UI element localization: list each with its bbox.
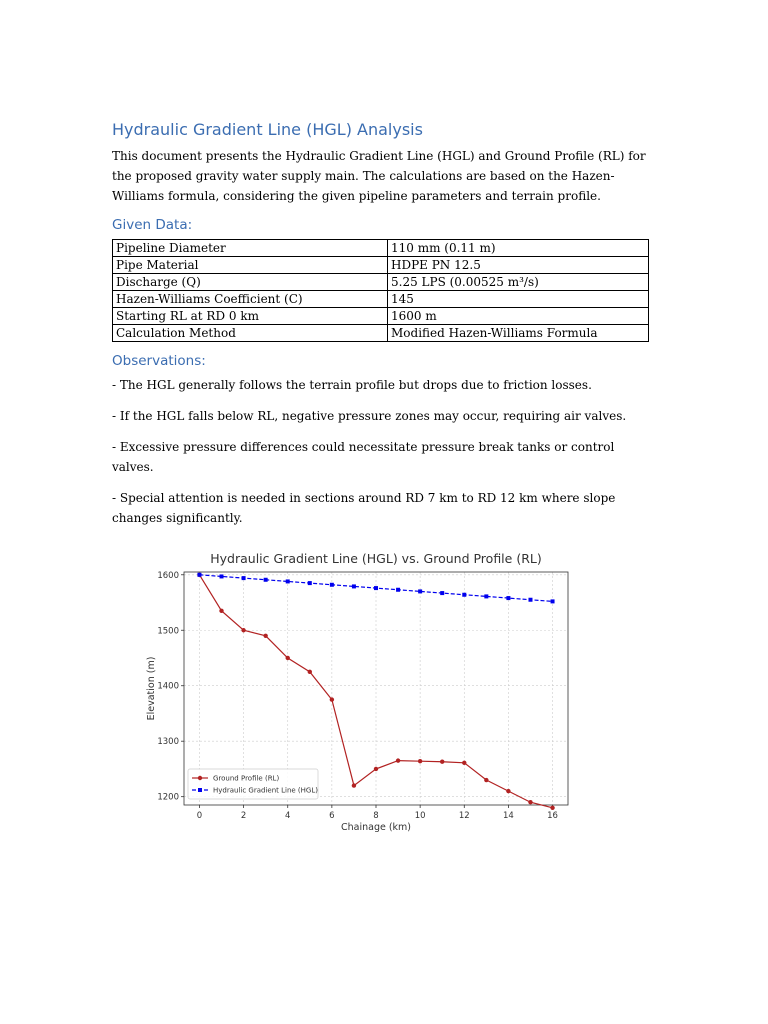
rl-point bbox=[418, 759, 422, 763]
x-tick-label: 2 bbox=[240, 811, 247, 821]
hgl-point bbox=[462, 593, 466, 597]
observation-item: - The HGL generally follows the terrain profile but drops due to friction losses. bbox=[112, 378, 592, 392]
rl-point bbox=[308, 670, 312, 674]
x-tick-label: 6 bbox=[329, 811, 335, 821]
rl-point bbox=[330, 697, 334, 701]
legend-swatch-marker bbox=[198, 788, 202, 792]
x-tick-label: 10 bbox=[414, 811, 426, 821]
value-cell: HDPE PN 12.5 bbox=[388, 257, 649, 274]
rl-point bbox=[550, 806, 554, 810]
given-data-heading: Given Data: bbox=[112, 217, 193, 233]
rl-point bbox=[440, 760, 444, 764]
observation-item: - If the HGL falls below RL, negative pressure zones may occur, requiring air valves. bbox=[112, 409, 627, 423]
hgl-point bbox=[484, 594, 488, 598]
hgl-chart-svg bbox=[140, 543, 580, 838]
hgl-point bbox=[551, 599, 555, 603]
hgl-chart bbox=[140, 543, 580, 838]
parameter-cell: Calculation Method bbox=[113, 325, 388, 342]
x-tick-label: 12 bbox=[458, 811, 470, 821]
y-tick-label: 1400 bbox=[157, 681, 179, 692]
observations-heading: Observations: bbox=[112, 353, 206, 369]
observations-list bbox=[112, 375, 652, 528]
rl-point bbox=[484, 778, 488, 782]
parameter-cell: Pipe Material bbox=[113, 257, 388, 274]
x-tick-label: 0 bbox=[196, 811, 203, 821]
y-tick-label: 1300 bbox=[157, 737, 179, 748]
hgl-point bbox=[352, 584, 356, 588]
x-axis-label: Chainage (km) bbox=[340, 822, 412, 833]
value-cell: 145 bbox=[388, 291, 649, 308]
intro-paragraph: This document presents the Hydraulic Gradient Line (HGL) and Ground Profile (RL) for the proposed gravity water supply main. The calculations are based on the Hazen-Williams formula, considering the given pipeline parameters and terrain profile. bbox=[112, 149, 646, 203]
hgl-point bbox=[197, 573, 201, 577]
hgl-point bbox=[418, 589, 422, 593]
parameter-cell: Discharge (Q) bbox=[113, 274, 388, 291]
hgl-point bbox=[440, 591, 444, 595]
given-data-row bbox=[113, 274, 649, 291]
y-tick-label: 1600 bbox=[157, 570, 179, 581]
hgl-point bbox=[396, 588, 400, 592]
value-cell: 5.25 LPS (0.00525 m³/s) bbox=[388, 274, 649, 291]
hgl-point bbox=[264, 578, 268, 582]
y-tick-label: 1200 bbox=[157, 792, 179, 803]
rl-point bbox=[286, 656, 290, 660]
value-cell: Modified Hazen-Williams Formula bbox=[388, 325, 649, 342]
rl-point bbox=[396, 758, 400, 762]
rl-point bbox=[263, 634, 267, 638]
x-tick-label: 16 bbox=[547, 811, 558, 821]
value-cell: 1600 m bbox=[388, 308, 649, 325]
given-data-row bbox=[113, 240, 649, 257]
x-tick-label: 14 bbox=[502, 811, 514, 821]
parameter-cell: Starting RL at RD 0 km bbox=[113, 308, 388, 325]
observation-item: - Special attention is needed in sections around RD 7 km to RD 12 km where slope changes significantly. bbox=[112, 491, 616, 525]
legend-swatch-marker bbox=[198, 776, 202, 780]
rl-point bbox=[241, 628, 245, 632]
given-data-row bbox=[113, 325, 649, 342]
rl-point bbox=[352, 783, 356, 787]
legend-entry: Ground Profile (RL) bbox=[213, 774, 280, 783]
given-data-row bbox=[113, 308, 649, 325]
rl-point bbox=[219, 609, 223, 613]
x-tick-label: 4 bbox=[285, 811, 291, 821]
legend-box bbox=[188, 769, 318, 799]
y-axis-label: Elevation (m) bbox=[146, 656, 157, 721]
given-data-row bbox=[113, 257, 649, 274]
rl-point bbox=[374, 767, 378, 771]
parameter-cell: Hazen-Williams Coefficient (C) bbox=[113, 291, 388, 308]
legend-entry: Hydraulic Gradient Line (HGL) bbox=[213, 786, 318, 795]
hgl-point bbox=[286, 579, 290, 583]
hgl-point bbox=[330, 583, 334, 587]
hgl-point bbox=[220, 574, 224, 578]
chart-title: Hydraulic Gradient Line (HGL) vs. Ground Profile (RL) bbox=[210, 551, 542, 566]
observation-item: - Excessive pressure differences could necessitate pressure break tanks or control valves. bbox=[112, 440, 615, 474]
hgl-point bbox=[374, 586, 378, 590]
hgl-point bbox=[308, 581, 312, 585]
rl-point bbox=[528, 800, 532, 804]
hgl-point bbox=[528, 598, 532, 602]
value-cell: 110 mm (0.11 m) bbox=[388, 240, 649, 257]
hgl-point bbox=[506, 596, 510, 600]
y-tick-label: 1500 bbox=[157, 626, 179, 637]
parameter-cell: Pipeline Diameter bbox=[113, 240, 388, 257]
rl-point bbox=[506, 789, 510, 793]
x-tick-label: 8 bbox=[373, 811, 379, 821]
document-title: Hydraulic Gradient Line (HGL) Analysis bbox=[112, 120, 423, 139]
hgl-point bbox=[242, 576, 246, 580]
rl-point bbox=[462, 761, 466, 765]
document-page bbox=[112, 120, 652, 539]
given-data-row bbox=[113, 291, 649, 308]
given-data-table bbox=[112, 239, 649, 342]
